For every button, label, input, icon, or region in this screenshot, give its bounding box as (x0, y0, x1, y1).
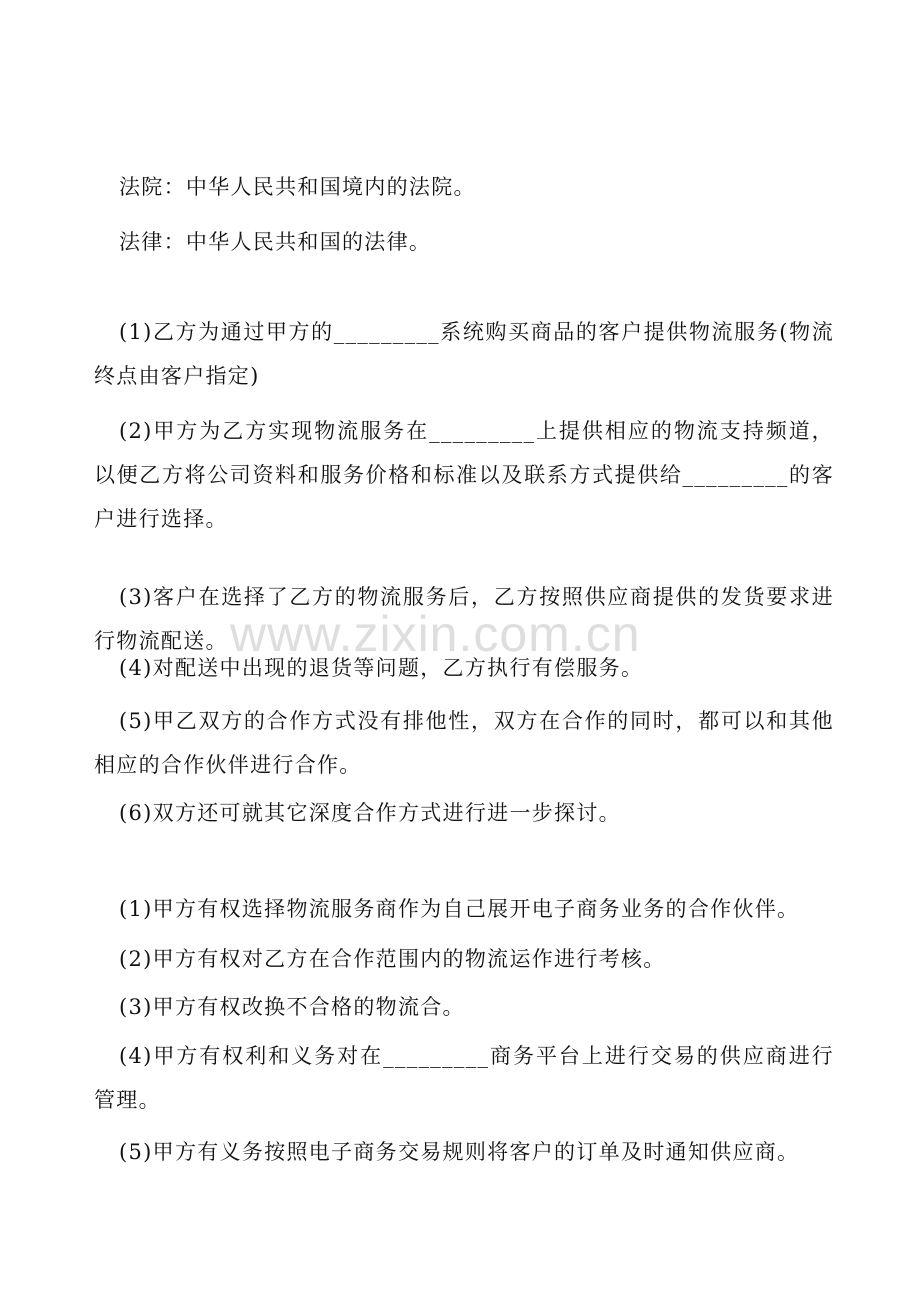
definition-law: 法律：中华人民共和国的法律。 (119, 230, 432, 254)
cooperation-item-1: (1)乙方为通过甲方的_________系统购买商品的客户提供物流服务(物流终点由客户指定) (94, 320, 834, 388)
watermark: www.zixin.com.cn (230, 606, 641, 662)
party-a-right-1: (1)甲方有权选择物流服务商作为自己展开电子商务业务的合作伙伴。 (119, 897, 800, 921)
cooperation-item-2: (2)甲方为乙方实现物流服务在_________上提供相应的物流支持频道，以便乙方将公司资料和服务价格和标准以及联系方式提供给_________的客户进行选择。 (94, 419, 834, 531)
cooperation-item-4: (4)对配送中出现的退货等问题，乙方执行有偿服务。 (119, 656, 644, 680)
party-a-right-2: (2)甲方有权对乙方在合作范围内的物流运作进行考核。 (119, 947, 666, 971)
party-a-right-3: (3)甲方有权改换不合格的物流合。 (119, 995, 465, 1019)
cooperation-item-6: (6)双方还可就其它深度合作方式进行进一步探讨。 (119, 801, 621, 825)
cooperation-item-3: (3)客户在选择了乙方的物流服务后，乙方按照供应商提供的发货要求进行物流配送。 (94, 585, 834, 653)
cooperation-item-5: (5)甲乙双方的合作方式没有排他性，双方在合作的同时，都可以和其他相应的合作伙伴进行合作。 (94, 709, 834, 777)
party-a-right-4: (4)甲方有权利和义务对在_________商务平台上进行交易的供应商进行管理。 (94, 1044, 834, 1112)
definition-court: 法院：中华人民共和国境内的法院。 (119, 175, 476, 199)
party-a-right-5: (5)甲方有义务按照电子商务交易规则将客户的订单及时通知供应商。 (119, 1140, 800, 1164)
